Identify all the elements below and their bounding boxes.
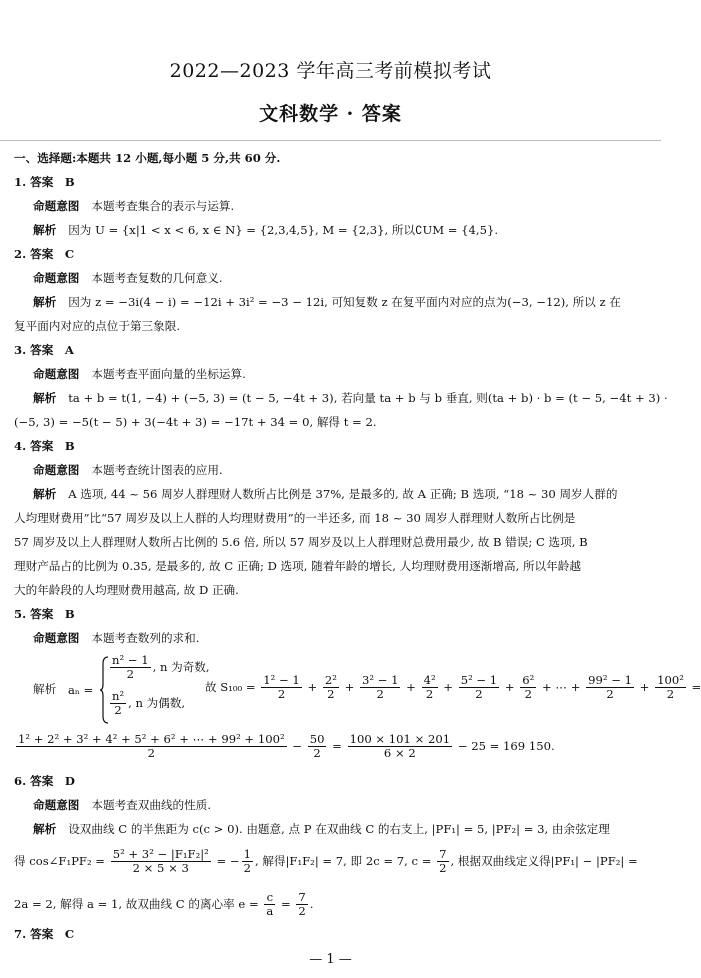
- q3-intent: 本题考查平面向量的坐标运算.: [91, 367, 246, 381]
- e-eq: =: [280, 896, 291, 911]
- e-prefix: 2a = 2, 解得 a = 1, 故双曲线 C 的离心率 e =: [14, 896, 259, 911]
- q5-case-odd: [108, 654, 210, 682]
- e-num: c: [264, 891, 275, 905]
- term-den: 2: [475, 686, 483, 701]
- q2-analysis-row: [33, 296, 621, 310]
- intent-label: 命题意图: [33, 367, 80, 381]
- q3-answer: 3. 答案 A: [14, 343, 74, 357]
- term-den: 2: [277, 686, 286, 701]
- cos-post: , 根据双曲线定义得|PF₁| − |PF₂| =: [450, 853, 638, 868]
- q6-cos-line: [14, 848, 638, 876]
- q4-analysis-3: 57 周岁及以上人群理财人数所占比例的 5.6 倍, 所以 57 周岁及以上人群理财总费用最少, 故 B 错误; C 选项, B: [14, 535, 588, 549]
- q5-an-symbol: aₙ =: [68, 683, 94, 697]
- q3-analysis-2: (−5, 3) = −5(t − 5) + 3(−4t + 3) = −17t + 34 = 0, 解得 t = 2.: [14, 415, 377, 429]
- term-den: 2: [327, 686, 335, 701]
- q6-answer: 6. 答案 D: [14, 774, 75, 788]
- q5-intent-row: [33, 632, 199, 646]
- half-den: 2: [243, 860, 251, 875]
- e-den: a: [266, 903, 274, 918]
- analysis-label: 解析: [33, 487, 57, 501]
- half-num: 1: [243, 847, 251, 861]
- term-den: 2: [425, 686, 434, 701]
- sum-num: 1² + 2² + 3² + 4² + 5² + 6² + ⋯ + 99² + 100²: [18, 732, 285, 746]
- cos-prefix: 得 cos∠F₁PF₂ =: [14, 853, 106, 868]
- q5-case-even: [108, 690, 185, 718]
- q4-answer: 4. 答案 B: [14, 439, 75, 453]
- q6-intent: 本题考查双曲线的性质.: [91, 798, 212, 812]
- q5-answer: 5. 答案 B: [14, 607, 75, 621]
- intent-label: 命题意图: [33, 798, 80, 812]
- analysis-label: 解析: [33, 822, 57, 836]
- q5-sum-line: 故 S₁₀₀ = $\frac{\text{1² − 1}}{2}$ + $\frac{\text{2²}}{2}$ + $\frac{\text{3² − 1}}{2}$ + $\frac{\text{4²}}{2}$ + $\frac{\text{5² − 1}}{2}$ + $\frac{\text{6²}}{2}$ + ⋯ + $\frac{\text{99² − 1}}{2}$ + $\frac{\text{100²}}{2}$ =: [205, 673, 701, 701]
- term-den: 2: [606, 686, 614, 701]
- case1-den: 2: [126, 666, 134, 681]
- q5-intent: 本题考查数列的求和.: [91, 631, 200, 645]
- frac3-num: 100 × 101 × 201: [349, 732, 451, 746]
- frac2-num: 50: [309, 732, 325, 746]
- q2-intent-row: [33, 272, 223, 286]
- q2-intent: 本题考查复数的几何意义.: [91, 271, 223, 285]
- term-num: 99² − 1: [588, 673, 632, 687]
- analysis-label: 解析: [33, 295, 57, 309]
- q6-result-line: [14, 891, 313, 919]
- q5-analysis-label: 解析: [33, 682, 57, 696]
- q1-analysis-row: [33, 224, 498, 238]
- intent-label: 命题意图: [33, 463, 80, 477]
- q6-intent-row: [33, 799, 211, 813]
- header-divider: [0, 140, 661, 141]
- intent-label: 命题意图: [33, 271, 80, 285]
- term-num: 2²: [324, 673, 337, 687]
- q1-intent-row: [33, 200, 234, 214]
- term-den: 2: [666, 686, 675, 701]
- q4-intent: 本题考查统计图表的应用.: [91, 463, 223, 477]
- q5-result-line: $\frac{\text{1² + 2² + 3² + 4² + 5² + 6² + ⋯ + 99² + 100²}}{2}$ − $\frac{50}{2}$ = $\frac{100 \times 101 \times 201}{6 \times 2}$ − 25 = 169 150.: [18, 732, 555, 760]
- q3-analysis-1: ta + b = t(1, −4) + (−5, 3) = (t − 5, −4t + 3), 若向量 ta + b 与 b 垂直, 则(ta + b) · b = (t − 5, −4t + 3) ·: [68, 391, 668, 405]
- case2-text: , n 为偶数,: [128, 695, 186, 710]
- case2-den: 2: [114, 702, 122, 717]
- analysis-label: 解析: [33, 223, 57, 237]
- c-num: 7: [439, 847, 447, 861]
- e2-den: 2: [298, 903, 306, 918]
- q2-analysis-1: 因为 z = −3i(4 − i) = −12i + 3i² = −3 − 12i, 可知复数 z 在复平面内对应的点为(−3, −12), 所以 z 在: [68, 295, 621, 309]
- intent-label: 命题意图: [33, 199, 80, 213]
- sum-ellipsis: + ⋯ +: [542, 679, 581, 694]
- q4-intent-row: [33, 464, 223, 478]
- term-num: 5² − 1: [460, 673, 498, 687]
- q4-analysis-5: 大的年龄段的人均理财费用越高, 故 D 正确.: [14, 583, 239, 597]
- sum-prefix: 故 S₁₀₀ =: [205, 679, 256, 694]
- case1-num: n² − 1: [112, 653, 149, 667]
- frac2-den: 2: [313, 745, 321, 760]
- term-num: 1² − 1: [263, 673, 300, 687]
- page-title: 2022—2023 学年高三考前模拟考试: [169, 60, 492, 82]
- q3-intent-row: [33, 368, 246, 382]
- q4-analysis-row: [33, 488, 617, 502]
- q5-result: − 25 = 169 150.: [457, 738, 555, 753]
- intent-label: 命题意图: [33, 631, 80, 645]
- q4-analysis-1: A 选项, 44 ~ 56 周岁人群理财人数所占比例是 37%, 是最多的, 故 A 正确; B 选项, “18 ~ 30 周岁人群的: [68, 487, 618, 501]
- term-num: 100²: [657, 673, 684, 687]
- page-number: — 1 —: [309, 952, 352, 967]
- c-den: 2: [439, 860, 447, 875]
- q1-analysis: 因为 U = {x|1 < x < 6, x ∈ N} = {2,3,4,5}, M = {2,3}, 所以∁UM = {4,5}.: [68, 223, 499, 237]
- term-num: 3² − 1: [361, 673, 399, 687]
- q2-answer: 2. 答案 C: [14, 247, 75, 261]
- cos-den: 2 × 5 × 3: [132, 860, 189, 875]
- cos-mid: , 解得|F₁F₂| = 7, 即 2c = 7, c =: [254, 853, 432, 868]
- cos-eq: = −: [216, 853, 240, 868]
- q4-analysis-2: 人均理财费用”比“57 周岁及以上人群的人均理财费用”的一半还多, 而 18 ~ 30 周岁人群理财人数所占比例是: [14, 511, 576, 525]
- q4-analysis-4: 理财产品占的比例为 0.35, 是最多的, 故 C 正确; D 选项, 随着年龄的增长, 人均理财费用逐渐增高, 所以年龄越: [14, 559, 581, 573]
- q1-intent: 本题考查集合的表示与运算.: [91, 199, 235, 213]
- q6-analysis-row: [33, 823, 610, 837]
- e2-num: 7: [298, 890, 306, 904]
- sum-den: 2: [147, 745, 155, 760]
- frac3-den: 6 × 2: [383, 745, 416, 760]
- analysis-label: 解析: [33, 391, 57, 405]
- q7-answer: 7. 答案 C: [14, 927, 75, 941]
- q6-analysis-1: 设双曲线 C 的半焦距为 c(c > 0). 由题意, 点 P 在双曲线 C 的右支上, |PF₁| = 5, |PF₂| = 3, 由余弦定理: [68, 822, 610, 836]
- q3-analysis-row: [33, 392, 668, 406]
- term-num: 6²: [522, 673, 535, 687]
- case1-text: , n 为奇数,: [152, 659, 210, 674]
- cos-num: 5² + 3² − |F₁F₂|²: [112, 847, 209, 861]
- q1-answer: 1. 答案 B: [14, 175, 75, 189]
- term-num: 4²: [423, 673, 436, 687]
- e-end: .: [309, 896, 314, 911]
- q2-analysis-2: 复平面内对应的点位于第三象限.: [14, 319, 180, 333]
- page-subtitle: 文科数学 · 答案: [259, 103, 402, 125]
- section-heading: 一、选择题:本题共 12 小题,每小题 5 分,共 60 分.: [14, 151, 281, 165]
- term-den: 2: [376, 686, 384, 701]
- case2-num: n²: [112, 689, 125, 703]
- term-den: 2: [524, 686, 532, 701]
